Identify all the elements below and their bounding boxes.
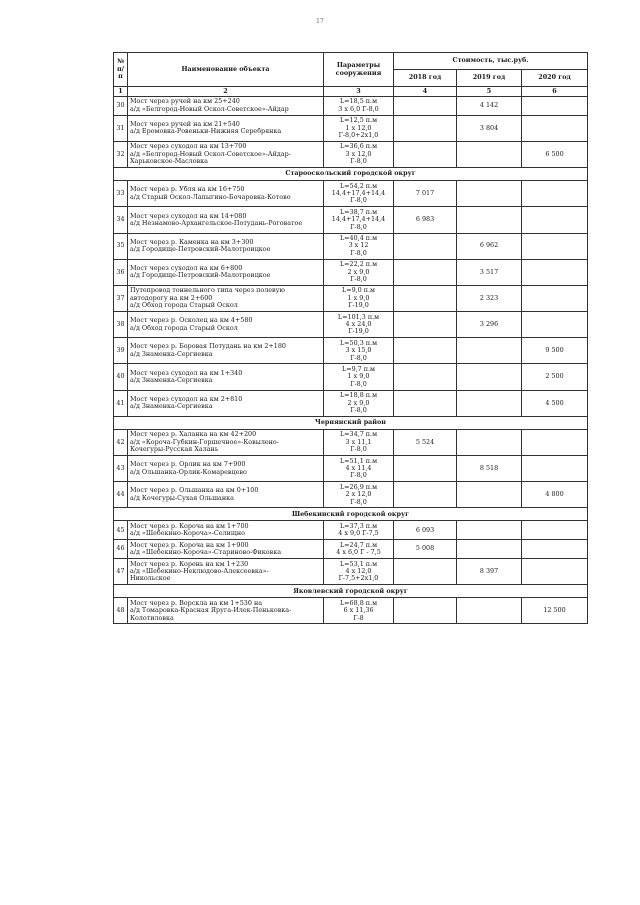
parameter-line: 3 х 12 xyxy=(348,241,369,250)
object-parameters xyxy=(324,540,394,559)
cost-2019: 8 518 xyxy=(457,456,522,482)
parameter-line: 2 х 9,0 xyxy=(347,398,370,407)
object-parameters xyxy=(324,429,394,455)
object-name-line: Колотиловка xyxy=(130,613,174,622)
table-row xyxy=(114,233,588,259)
object-name xyxy=(128,207,324,233)
cost-2020 xyxy=(522,312,588,338)
parameter-line: Г-8,0 xyxy=(350,445,367,454)
object-name xyxy=(128,97,324,116)
object-parameters xyxy=(324,259,394,285)
cost-2018 xyxy=(394,141,457,167)
object-name-line: а/д Кочегуры-Сухая Ольшанка xyxy=(130,493,234,502)
object-name-line: а/д Старый Оскол-Лапыгино-Бочаровка-Котово xyxy=(130,192,291,201)
parameter-line: L=24,7 п.м xyxy=(339,540,378,549)
parameter-line: L=12,5 п.м xyxy=(339,116,378,125)
cost-2019 xyxy=(457,207,522,233)
object-name-line: а/д Городище-Петровский-Малотроицкое xyxy=(130,245,271,254)
object-name xyxy=(128,141,324,167)
parameter-line: 14,4+17,4+14,4 xyxy=(331,215,386,224)
header-object-name: Наименование объекта xyxy=(128,53,324,87)
parameter-line: L=34,7 п.м xyxy=(339,430,378,439)
cost-2020 xyxy=(522,207,588,233)
cost-2018 xyxy=(394,338,457,364)
object-parameters xyxy=(324,115,394,141)
object-name xyxy=(128,521,324,540)
parameter-line: 3 х 6,0 Г-8,0 xyxy=(338,104,379,113)
row-number: 35 xyxy=(114,233,128,259)
object-parameters xyxy=(324,233,394,259)
object-parameters xyxy=(324,521,394,540)
row-number: 40 xyxy=(114,364,128,390)
cost-2020 xyxy=(522,559,588,585)
object-name-line: Мост через суходол на км 2+810 xyxy=(130,394,243,403)
object-name-line: Мост через р. Орлик на км 7+900 xyxy=(130,460,246,469)
parameter-line: 2 х 9,0 xyxy=(347,267,370,276)
cost-2018: 5 008 xyxy=(394,540,457,559)
cost-2018: 6 093 xyxy=(394,521,457,540)
table-row xyxy=(114,482,588,508)
object-name-line: Мост через р. Осколец на км 4+580 xyxy=(130,316,253,325)
object-name-line: а/д Обход города Старый Оскол xyxy=(130,323,238,332)
parameter-line: 4 х 9,0 Г-7,5 xyxy=(338,529,379,538)
cost-2019 xyxy=(457,181,522,207)
object-name-line: а/д «Белгород-Новый Оскол-Советское»-Айдар- xyxy=(130,149,291,158)
parameter-line: L=40,4 п.м xyxy=(339,234,378,243)
object-name xyxy=(128,312,324,338)
object-name-line: а/д «Шебекино-Короча»-Стариново-Фиковка xyxy=(130,548,282,557)
object-name xyxy=(128,540,324,559)
cost-2019: 4 142 xyxy=(457,97,522,116)
parameter-line: L=38,7 п.м xyxy=(339,207,378,216)
column-number: 1 xyxy=(114,87,128,97)
object-parameters xyxy=(324,456,394,482)
page-number: 17 xyxy=(316,18,324,25)
cost-2020 xyxy=(522,115,588,141)
cost-2018 xyxy=(394,97,457,116)
object-name-line: Мост через суходол на км 14+080 xyxy=(130,211,247,220)
object-name-line: а/д «Шебекино-Неклюдово-Алексеевка»- xyxy=(130,566,269,575)
cost-2020 xyxy=(522,540,588,559)
object-name-line: Мост через ручей на км 25+240 xyxy=(130,97,240,106)
section-title: Шебекинский городской округ xyxy=(114,508,588,521)
cost-2018 xyxy=(394,285,457,311)
object-parameters xyxy=(324,312,394,338)
parameter-line: L=101,3 п.м xyxy=(337,312,380,321)
object-name-line: Путепровод тоннельного типа через полевую xyxy=(130,286,285,295)
parameter-line: 1 х 9,0 xyxy=(347,372,370,381)
parameter-line: L=22,2 п.м xyxy=(339,260,378,269)
row-number: 44 xyxy=(114,482,128,508)
row-number: 34 xyxy=(114,207,128,233)
object-parameters xyxy=(324,141,394,167)
table-row xyxy=(114,390,588,416)
cost-2019 xyxy=(457,482,522,508)
parameter-line: Г-8 xyxy=(353,613,364,622)
parameter-line: 1 х 12,0 xyxy=(345,123,372,132)
table-row xyxy=(114,115,588,141)
object-name-line: Мост через суходол на км 6+800 xyxy=(130,263,243,272)
object-name xyxy=(128,115,324,141)
parameter-line: 1 х 9,0 xyxy=(347,293,370,302)
parameter-line: 4 х 24,0 xyxy=(345,320,372,328)
parameter-line: 3 х 12,0 xyxy=(345,149,372,158)
parameter-line: L=18,5 п.м xyxy=(339,97,378,106)
object-name-line: Мост через р. Короча на км 1+900 xyxy=(130,540,249,549)
object-name-line: а/д Знаменка-Сергиевка xyxy=(130,402,213,411)
object-name-line: Мост через р. Корень на км 1+230 xyxy=(130,559,249,568)
parameter-line: Г-8,0 xyxy=(350,379,367,388)
object-name-line: а/д Городище-Петровский-Малотроицкое xyxy=(130,271,271,280)
object-name-line: Мост через суходол на км 1+340 xyxy=(130,368,243,377)
object-name xyxy=(128,259,324,285)
parameter-line: Г-8,0 xyxy=(350,275,367,284)
cost-2018: 6 983 xyxy=(394,207,457,233)
table-row xyxy=(114,207,588,233)
parameter-line: Г-8,0 xyxy=(350,157,367,166)
row-number: 31 xyxy=(114,115,128,141)
parameter-line: Г-7,5+2х1,0 xyxy=(338,574,379,583)
parameter-line: Г-8,0+2х1,0 xyxy=(338,131,379,140)
object-name-line: Мост через р. Боровая Потудань на км 2+180 xyxy=(130,342,286,351)
table-row xyxy=(114,259,588,285)
table-row xyxy=(114,97,588,116)
object-name-line: Мост через р. Халанка на км 42+200 xyxy=(130,430,257,439)
column-number: 2 xyxy=(128,87,324,97)
cost-2018 xyxy=(394,559,457,585)
cost-2020 xyxy=(522,456,588,482)
parameter-line: Г-8,0 xyxy=(350,248,367,257)
cost-2019 xyxy=(457,141,522,167)
table-row xyxy=(114,181,588,207)
table-row xyxy=(114,429,588,455)
cost-2019: 6 962 xyxy=(457,233,522,259)
table-row xyxy=(114,456,588,482)
parameter-line: L=37,3 п.м xyxy=(339,521,378,530)
row-number: 42 xyxy=(114,429,128,455)
row-number: 39 xyxy=(114,338,128,364)
row-number: 47 xyxy=(114,559,128,585)
cost-2018 xyxy=(394,482,457,508)
section-title: Старооскольский городской округ xyxy=(114,168,588,181)
object-name xyxy=(128,429,324,455)
table-row xyxy=(114,364,588,390)
table-row xyxy=(114,521,588,540)
parameter-line: 2 х 12,0 xyxy=(345,490,372,499)
object-name-line: Харьковское-Масловка xyxy=(130,157,208,166)
object-name-line: Мост через р. Короча на км 1+700 xyxy=(130,521,249,530)
cost-2019: 2 323 xyxy=(457,285,522,311)
object-parameters xyxy=(324,285,394,311)
parameter-line: Г-8,0 xyxy=(350,353,367,362)
row-number: 36 xyxy=(114,259,128,285)
parameter-line: 4 х 12,0 xyxy=(345,566,372,575)
cost-2020 xyxy=(522,259,588,285)
cost-2018 xyxy=(394,390,457,416)
object-parameters xyxy=(324,338,394,364)
table-row xyxy=(114,598,588,624)
parameter-line: L=26,9 п.м xyxy=(339,482,378,491)
cost-2019 xyxy=(457,540,522,559)
object-parameters xyxy=(324,390,394,416)
cost-2020: 4 800 xyxy=(522,482,588,508)
object-name-line: Мост через ручей на км 21+540 xyxy=(130,119,240,128)
parameter-line: L=9,0 п.м xyxy=(341,286,376,295)
cost-2018 xyxy=(394,233,457,259)
cost-2018 xyxy=(394,456,457,482)
parameter-line: L=53,1 п.м xyxy=(339,559,378,568)
cost-2018: 7 017 xyxy=(394,181,457,207)
object-name xyxy=(128,456,324,482)
object-parameters xyxy=(324,181,394,207)
cost-2020: 4 500 xyxy=(522,390,588,416)
parameter-line: Г-19,0 xyxy=(348,301,369,310)
object-name xyxy=(128,482,324,508)
object-parameters xyxy=(324,559,394,585)
object-name-line: а/д Знаменка-Сергиевка xyxy=(130,376,213,385)
cost-2020 xyxy=(522,285,588,311)
cost-2018 xyxy=(394,598,457,624)
parameter-line: Г-19,0 xyxy=(348,327,369,336)
cost-2019: 3 296 xyxy=(457,312,522,338)
object-name xyxy=(128,559,324,585)
table-row xyxy=(114,338,588,364)
header-parameters: Параметры сооружения xyxy=(324,53,394,87)
row-number: 48 xyxy=(114,598,128,624)
row-number: 38 xyxy=(114,312,128,338)
header-number: № п/п xyxy=(114,53,128,87)
object-name xyxy=(128,390,324,416)
cost-2019 xyxy=(457,598,522,624)
parameter-line: Г-8,0 xyxy=(350,196,367,205)
column-number: 6 xyxy=(522,87,588,97)
row-number: 45 xyxy=(114,521,128,540)
parameter-line: Г-8,0 xyxy=(350,471,367,480)
column-number: 5 xyxy=(457,87,522,97)
object-name xyxy=(128,285,324,311)
table-body xyxy=(114,97,588,624)
section-title: Чернянский район xyxy=(114,416,588,429)
cost-2020 xyxy=(522,521,588,540)
object-name-line: Мост через р. Ольшанка на км 0+100 xyxy=(130,486,259,495)
object-name-line: а/д Обход города Старый Оскол xyxy=(130,301,238,310)
cost-2018 xyxy=(394,115,457,141)
table-row xyxy=(114,540,588,559)
cost-2018 xyxy=(394,312,457,338)
section-title: Яковлевский городской округ xyxy=(114,585,588,598)
cost-2020: 6 500 xyxy=(522,141,588,167)
cost-2019: 3 804 xyxy=(457,115,522,141)
parameter-line: Г-8,0 xyxy=(350,405,367,414)
object-name-line: а/д Незнамово-Архангельское-Потудань-Роговатое xyxy=(130,218,303,227)
column-number: 3 xyxy=(324,87,394,97)
object-name-line: Мост через р. Каменка на км 3+300 xyxy=(130,237,254,246)
header-year-2020: 2020 год xyxy=(522,70,588,87)
cost-2018 xyxy=(394,364,457,390)
cost-2020 xyxy=(522,97,588,116)
cost-2019: 8 397 xyxy=(457,559,522,585)
cost-2020: 2 500 xyxy=(522,364,588,390)
table-row xyxy=(114,285,588,311)
parameter-line: 4 х 6,0 Г - 7,5 xyxy=(336,548,381,557)
parameter-line: 14,4+17,4+14,4 xyxy=(331,189,386,198)
parameter-line: L=68,8 п.м xyxy=(339,598,378,607)
object-name-line: Мост через суходол на км 13+700 xyxy=(130,142,247,151)
cost-2020: 9 500 xyxy=(522,338,588,364)
object-name-line: а/д «Шебекино-Короча»-Селищно xyxy=(130,529,245,538)
bridges-cost-table xyxy=(113,52,588,624)
parameter-line: 3 х 15,0 xyxy=(345,346,372,355)
row-number: 43 xyxy=(114,456,128,482)
cost-2019 xyxy=(457,390,522,416)
parameter-line: 4 х 11,4 xyxy=(345,463,372,472)
object-name-line: Никольское xyxy=(130,574,171,583)
cost-2019 xyxy=(457,364,522,390)
parameter-line: 6 х 11,36 xyxy=(343,606,374,615)
row-number: 30 xyxy=(114,97,128,116)
object-name-line: а/д Еромовка-Ровеньки-Нижняя Серебрянка xyxy=(130,127,282,136)
table-row xyxy=(114,312,588,338)
object-name-line: Кочегуры-Русская Халань xyxy=(130,445,219,454)
section-row xyxy=(114,585,588,598)
cost-2018: 5 524 xyxy=(394,429,457,455)
cost-2020 xyxy=(522,233,588,259)
object-name xyxy=(128,338,324,364)
column-number: 4 xyxy=(394,87,457,97)
object-name-line: а/д «Белгород-Новый Оскол-Советское»-Айдар xyxy=(130,104,289,113)
header-year-2018: 2018 год xyxy=(394,70,457,87)
row-number: 46 xyxy=(114,540,128,559)
section-row xyxy=(114,416,588,429)
section-row xyxy=(114,508,588,521)
object-name xyxy=(128,233,324,259)
parameter-line: L=18,8 п.м xyxy=(339,391,378,400)
object-name-line: а/д Томаровка-Красная Яруга-Илек-Пеньковка- xyxy=(130,606,292,615)
object-name-line: Мост через р. Ворскла на км 1+530 на xyxy=(130,598,263,607)
parameter-line: 3 х 11,1 xyxy=(345,437,372,446)
parameter-line: Г-8,0 xyxy=(350,497,367,506)
cost-2020: 12 500 xyxy=(522,598,588,624)
row-number: 41 xyxy=(114,390,128,416)
object-parameters xyxy=(324,207,394,233)
object-parameters xyxy=(324,97,394,116)
cost-2020 xyxy=(522,181,588,207)
parameter-line: L=51,1 п.м xyxy=(339,456,378,465)
object-parameters xyxy=(324,482,394,508)
object-name xyxy=(128,598,324,624)
parameter-line: L=36,6 п.м xyxy=(339,142,378,151)
object-parameters xyxy=(324,364,394,390)
row-number: 37 xyxy=(114,285,128,311)
parameter-line: L=50,3 п.м xyxy=(339,338,378,347)
table-row xyxy=(114,141,588,167)
row-number: 32 xyxy=(114,141,128,167)
header-cost: Стоимость, тыс.руб. xyxy=(394,53,588,70)
object-name xyxy=(128,364,324,390)
object-name-line: а/д «Короча-Губкин-Горшечное»-Ковылено- xyxy=(130,437,279,446)
cost-2018 xyxy=(394,259,457,285)
cost-2019 xyxy=(457,521,522,540)
object-parameters xyxy=(324,598,394,624)
object-name-line: Мост через р. Убля на км 16+750 xyxy=(130,185,245,194)
object-name-line: а/д Ольшанка-Орлик-Комаревцево xyxy=(130,467,247,476)
parameter-line: Г-8,0 xyxy=(350,222,367,231)
table-row xyxy=(114,559,588,585)
row-number: 33 xyxy=(114,181,128,207)
object-name-line: а/д Знаменка-Сергиевка xyxy=(130,349,213,358)
cost-2019: 3 517 xyxy=(457,259,522,285)
parameter-line: L=9,7 п.м xyxy=(341,364,376,373)
cost-2019 xyxy=(457,429,522,455)
parameter-line: L=54,2 п.м xyxy=(339,181,378,190)
object-name xyxy=(128,181,324,207)
cost-2019 xyxy=(457,338,522,364)
cost-2020 xyxy=(522,429,588,455)
object-name-line: автодорогу на км 2+600 xyxy=(130,293,213,302)
section-row xyxy=(114,168,588,181)
header-year-2019: 2019 год xyxy=(457,70,522,87)
